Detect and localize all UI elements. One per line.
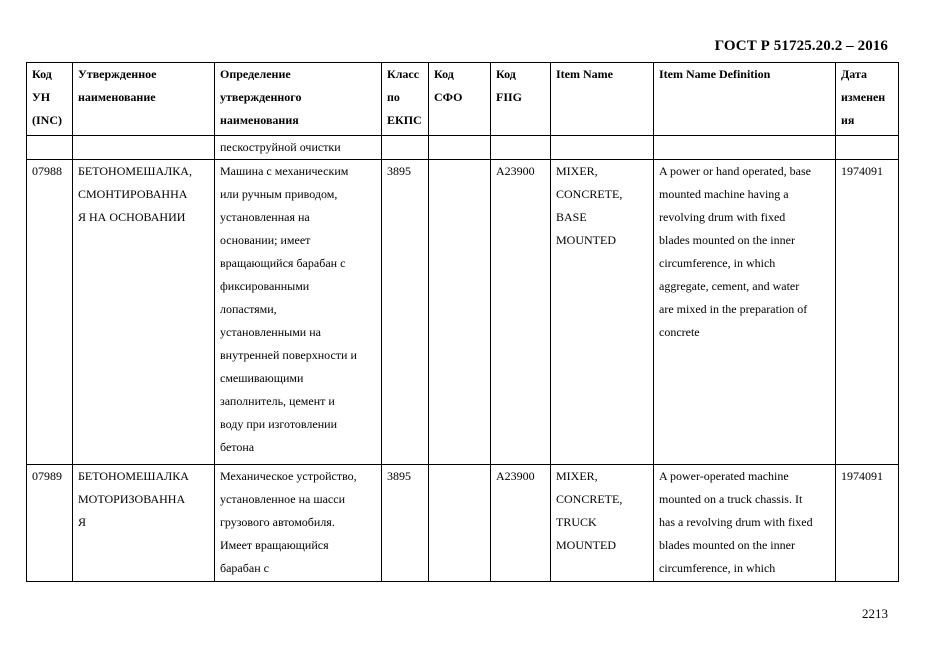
table-cell (27, 136, 73, 160)
sfo-cell (429, 465, 491, 582)
table-header-row (27, 63, 899, 136)
item-definition-cell: A power or hand operated, base mounted machine having a revolving drum with fixed blades mounted on the inner circumference, in which aggregate, cement, and water are mixed in the preparation of concrete (654, 160, 836, 465)
item-name-cell: MIXER, CONCRETE, BASE MOUNTED (551, 160, 654, 465)
inc-code-cell: 07989 (27, 465, 73, 582)
nomenclature-table (26, 62, 899, 582)
date-cell: 1974091 (836, 465, 899, 582)
table-cell (654, 136, 836, 160)
column-header-approved-name: Утвержденное наименование (73, 63, 215, 136)
table-cell (73, 136, 215, 160)
inc-code-cell: 07988 (27, 160, 73, 465)
table-cell (836, 136, 899, 160)
column-header-fiig: Код FIIG (491, 63, 551, 136)
class-cell: 3895 (382, 465, 429, 582)
column-header-inc: Код УН (INC) (27, 63, 73, 136)
table-cell (491, 136, 551, 160)
definition-cell: Механическое устройство, установленное на шасси грузового автомобиля. Имеет вращающийся барабан с (215, 465, 382, 582)
fiig-cell: A23900 (491, 160, 551, 465)
item-name-cell: MIXER, CONCRETE, TRUCK MOUNTED (551, 465, 654, 582)
column-header-definition: Определение утвержденного наименования (215, 63, 382, 136)
column-header-sfo: Код СФО (429, 63, 491, 136)
column-header-date: Дата изменен ия (836, 63, 899, 136)
date-cell: 1974091 (836, 160, 899, 465)
table-cell: пескоструйной очистки (215, 136, 382, 160)
table-cell (551, 136, 654, 160)
table-row (27, 465, 899, 582)
table-cell (429, 136, 491, 160)
approved-name-cell: БЕТОНОМЕШАЛКА МОТОРИЗОВАННА Я (73, 465, 215, 582)
sfo-cell (429, 160, 491, 465)
column-header-class: Класс по ЕКПС (382, 63, 429, 136)
page-number: 2213 (862, 606, 888, 621)
table-continuation-row (27, 136, 899, 160)
item-definition-cell: A power-operated machine mounted on a truck chassis. It has a revolving drum with fixed blades mounted on the inner circumference, in which (654, 465, 836, 582)
column-header-item-name: Item Name (551, 63, 654, 136)
approved-name-cell: БЕТОНОМЕШАЛКА, СМОНТИРОВАННА Я НА ОСНОВАНИИ (73, 160, 215, 465)
fiig-cell: A23900 (491, 465, 551, 582)
table-cell (382, 136, 429, 160)
column-header-item-definition: Item Name Definition (654, 63, 836, 136)
table-row (27, 160, 899, 465)
document-standard-header: ГОСТ Р 51725.20.2 – 2016 (714, 38, 888, 54)
class-cell: 3895 (382, 160, 429, 465)
definition-cell: Машина с механическим или ручным приводом, установленная на основании; имеет вращающийся барабан с фиксированными лопастями, установленными на внутренней поверхности и смешивающими заполнитель, цемент и воду при изготовлении бетона (215, 160, 382, 465)
